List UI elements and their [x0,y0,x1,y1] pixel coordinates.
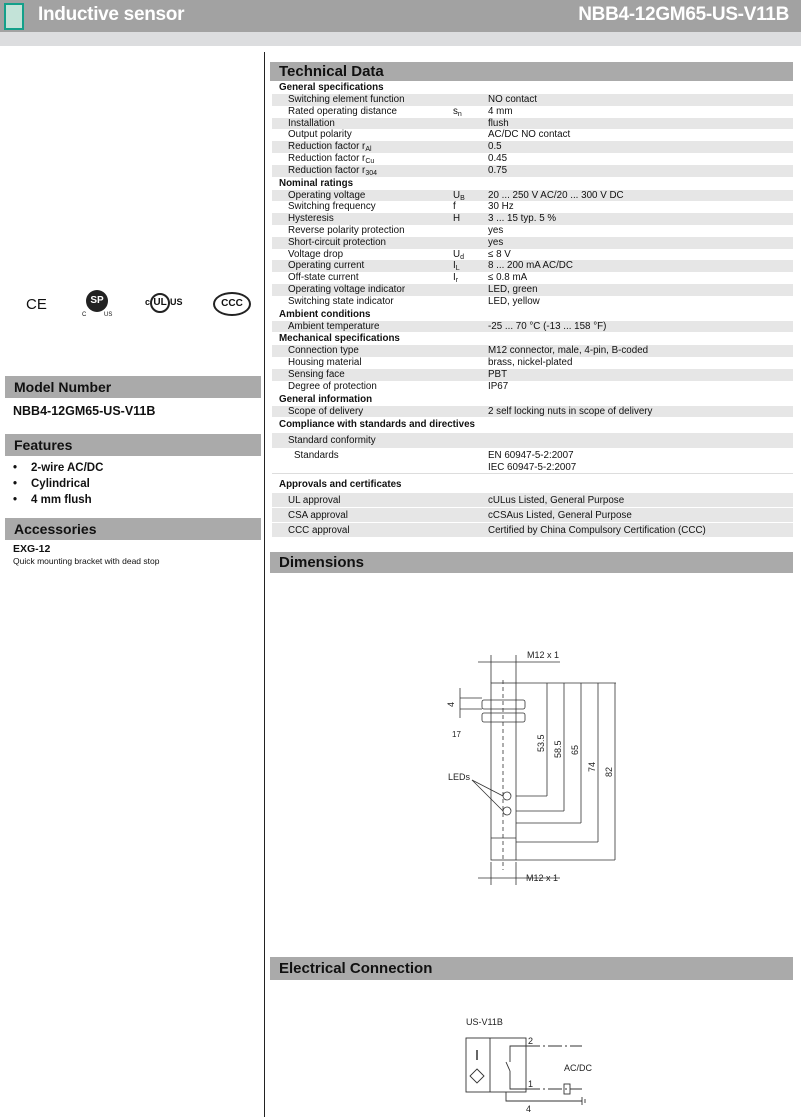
spec-symbol-subscript: L [455,265,460,273]
spec-symbol-text: s [453,105,458,117]
spec-row [272,213,793,225]
accessory-description: Quick mounting bracket with dead stop [13,556,160,566]
wrench-size-label: 17 [452,730,461,739]
nut-lower [482,713,525,722]
spec-label [288,118,335,130]
dim-53-5: 53.5 [536,734,546,752]
section-heading: Compliance with standards and directives [279,419,475,431]
spec-label [288,129,352,141]
spec-row [272,369,793,381]
section-heading: Nominal ratings [279,177,354,189]
spec-value: ≤ 8 V [488,248,511,260]
standards-row [272,448,793,474]
certification-logos [0,290,262,320]
spec-value: 0.45 [488,152,508,164]
spec-label: Standard conformity [288,435,376,447]
spec-label [288,272,359,284]
supply-label: AC/DC [564,1063,593,1073]
section-heading: Ambient conditions [279,308,371,320]
spec-row [272,118,793,130]
features-heading: Features [5,434,261,456]
standards-values [488,450,576,473]
spec-row [272,129,793,141]
spec-value: 20 ... 250 V AC/20 ... 300 V DC [488,189,624,201]
dimensions-heading: Dimensions [270,552,793,573]
spec-symbol-subscript: d [460,253,464,261]
dimension-drawing [420,640,640,890]
technical-data-heading: Technical Data [270,62,793,81]
spec-value: -25 ... 70 °C (-13 ... 158 °F) [488,320,607,332]
spec-value: flush [488,117,509,129]
spec-label [288,321,379,333]
spec-symbol-text: U [453,248,461,260]
spec-symbol-text: I [453,272,456,284]
ul-logo-icon [145,293,183,313]
spec-label [288,201,376,213]
spec-row [272,406,793,418]
thread-top-label: M12 x 1 [527,650,560,660]
ul-c: c [145,297,151,307]
spec-symbol-subscript: r [455,277,459,285]
spec-label [288,345,359,357]
spec-label-text: Ambient temperature [288,320,380,332]
spec-label [288,260,364,272]
spec-label-text: Output polarity [288,129,352,141]
spec-row [272,249,793,261]
spec-row [272,141,793,153]
spec-label-text: Operating voltage [288,189,366,201]
pin-2-label: 2 [528,1036,534,1046]
spec-value: ≤ 0.8 mA [488,272,528,284]
wiring-diagram [430,1005,630,1117]
spec-value: 0.5 [488,141,502,153]
spec-label-text: Installation [288,117,335,129]
spec-row [272,508,793,523]
feature-item: • Cylindrical [13,478,90,490]
standard-value: IEC 60947-5-2:2007 [488,461,577,473]
section-heading: Mechanical specifications [279,333,400,345]
dim-58-5: 58.5 [553,740,563,758]
spec-value: 0.75 [488,164,508,176]
spec-label [288,406,363,418]
spec-symbol-subscript: n [457,110,462,118]
pin-1-label: 1 [528,1079,534,1089]
spec-row [272,523,793,538]
spec-row [272,201,793,213]
feature-item: • 2-wire AC/DC [13,462,104,474]
inductive-sensor-icon [470,1069,484,1083]
product-type-title: Inductive sensor [38,4,185,25]
ccc-logo-icon: CCC [213,292,251,316]
nut-dim-label: 4 [446,701,456,707]
spec-row [272,272,793,284]
spec-value: yes [488,224,504,236]
spec-row [272,165,793,177]
technical-data-table [272,81,793,538]
spec-row [272,237,793,249]
dim-74: 74 [587,761,597,772]
spec-label-text: Switching state indicator [288,295,394,307]
csa-logo-icon [82,290,113,318]
spec-label-text: Voltage drop [288,248,344,260]
spec-label [288,249,343,261]
spec-label-text: Hysteresis [288,213,334,225]
csa-text: SP [86,290,108,312]
spec-value: NO contact [488,94,538,105]
spec-value: 4 mm [488,105,513,117]
spec-row [272,345,793,357]
sensor-body [491,683,516,860]
spec-label-text: Sensing face [288,368,345,380]
spec-label-subscript: Cu [365,157,375,165]
ce-mark-icon: CE [26,296,47,313]
spec-label-text: Degree of protection [288,380,377,392]
spec-label [288,508,348,523]
spec-symbol-text: I [453,260,456,272]
dim-65: 65 [570,744,580,755]
spec-value: LED, green [488,283,538,295]
spec-value: yes [488,236,504,248]
dim-82: 82 [604,766,614,777]
header-band [0,32,801,46]
spec-symbol [453,213,460,225]
connection-code: US-V11B [466,1017,503,1027]
model-number-heading: Model Number [5,376,261,398]
column-divider [264,52,265,1117]
spec-value: 3 ... 15 typ. 5 % [488,213,557,225]
spec-row [272,260,793,272]
spec-row [272,94,793,106]
electrical-connection-heading: Electrical Connection [270,957,793,980]
spec-symbol-text: H [453,213,461,225]
accessories-heading: Accessories [5,518,261,540]
spec-label-text: Switching frequency [288,201,376,213]
led-indicator [503,792,511,800]
section-heading: General information [279,393,373,405]
spec-label [288,225,405,237]
spec-label-text: CSA approval [288,510,348,522]
spec-row [272,190,793,202]
pin-4-label: 4 [526,1104,532,1114]
led-indicator [503,807,511,815]
section-heading: General specifications [279,82,384,93]
csa-us: US [104,312,113,318]
model-number: NBB4-12GM65-US-V11B [13,404,156,418]
spec-row [272,493,793,508]
spec-label [288,284,405,296]
spec-label-subscript: 304 [365,169,378,177]
spec-label [288,369,345,381]
spec-label-text: Reduction factor r [288,141,366,153]
spec-label-text: Short-circuit protection [288,236,387,248]
spec-label [288,237,386,249]
feature-item: • 4 mm flush [13,494,92,506]
spec-value: M12 connector, male, 4-pin, B-coded [488,345,649,357]
spec-row [272,321,793,333]
spec-value: IP67 [488,380,509,392]
dimension-lines [516,683,616,860]
spec-value: 2 self locking nuts in scope of delivery [488,405,653,417]
spec-symbol [453,201,456,213]
spec-label-text: Off-state current [288,272,359,284]
spec-label [288,493,340,508]
spec-row [272,153,793,165]
spec-label-text: Housing material [288,357,362,369]
ul-text: UL [150,293,170,313]
spec-label-subscript: Al [365,146,372,154]
standard-conformity-row [272,433,793,448]
spec-label [288,523,350,538]
spec-label [288,381,377,393]
spec-label [288,357,362,369]
spec-label-text: Scope of delivery [288,405,364,417]
spec-row [272,284,793,296]
spec-label [288,190,365,202]
header-bar [0,0,801,32]
spec-value: cCSAus Listed, General Purpose [488,510,632,522]
spec-value: PBT [488,368,508,380]
spec-value: 30 Hz [488,201,514,213]
thread-bottom-label: M12 x 1 [526,873,559,883]
spec-label [288,106,397,118]
spec-label-text: Reduction factor r [288,152,366,164]
spec-value: LED, yellow [488,295,540,307]
spec-value: cULus Listed, General Purpose [488,495,625,507]
brand-logo [4,3,24,30]
spec-label [288,213,334,225]
spec-row [272,381,793,393]
spec-row [272,357,793,369]
spec-label-text: Connection type [288,345,359,357]
spec-label-text: Operating voltage indicator [288,283,406,295]
spec-row [272,225,793,237]
section-heading: Approvals and certificates [279,479,402,491]
spec-label-text: Rated operating distance [288,105,397,117]
spec-symbol-text: f [453,201,456,213]
nut-upper [482,700,525,709]
spec-label-text: Switching element function [288,94,405,105]
spec-row [272,106,793,118]
features-list [13,460,103,508]
standard-value: EN 60947-5-2:2007 [488,450,574,462]
spec-label-text: CCC approval [288,525,350,537]
spec-value: brass, nickel-plated [488,357,573,369]
header-model: NBB4-12GM65-US-V11B [578,4,789,25]
leds-label: LEDs [448,772,471,782]
spec-value: Certified by China Compulsory Certification (CCC) [488,525,706,537]
spec-label [288,296,394,308]
spec-label-text: UL approval [288,495,341,507]
ul-us: US [170,297,183,307]
spec-value: 8 ... 200 mA AC/DC [488,260,573,272]
spec-label: Standards [294,450,339,462]
spec-label-text: Reverse polarity protection [288,224,405,236]
csa-c: C [82,312,87,318]
spec-row [272,296,793,308]
spec-value: AC/DC NO contact [488,129,571,141]
spec-label [288,94,405,106]
spec-symbol-text: U [453,189,461,201]
spec-label-text: Reduction factor r [288,164,366,176]
spec-label-text: Operating current [288,260,365,272]
spec-symbol-subscript: B [460,194,465,202]
accessory-name: EXG-12 [13,543,51,555]
